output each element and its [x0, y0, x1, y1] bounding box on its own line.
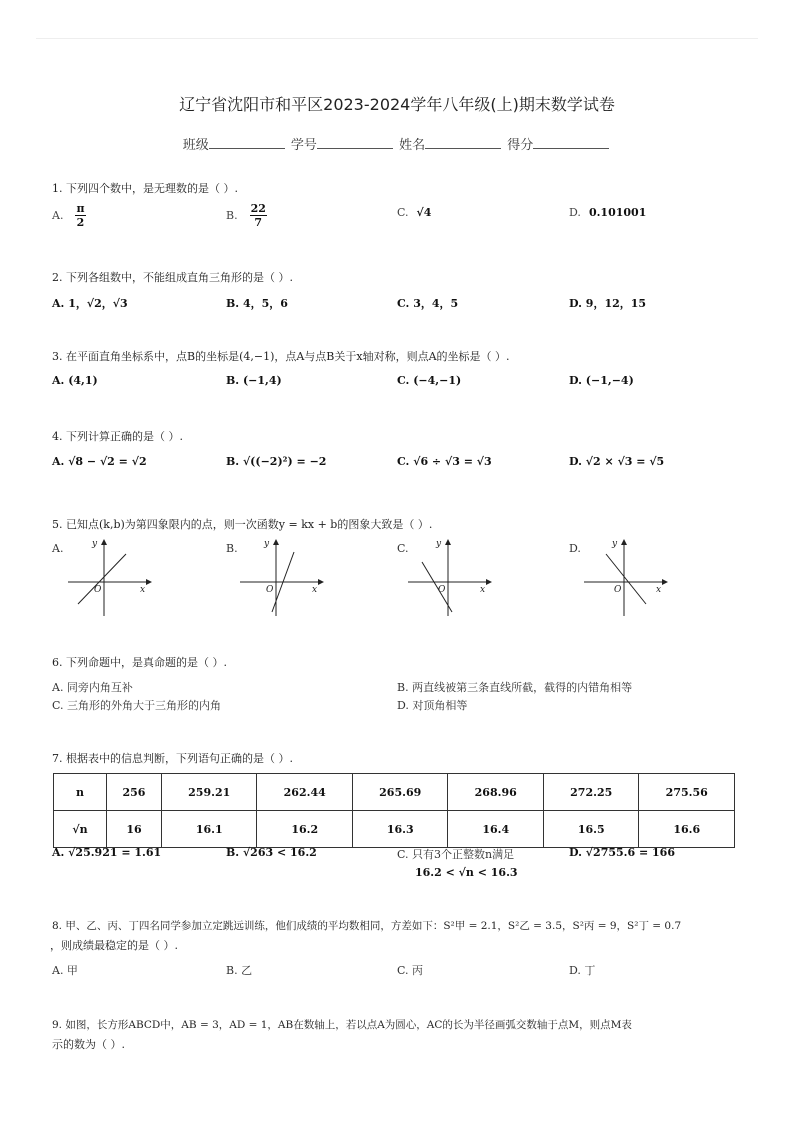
question-9-stem-cont: 示的数为（ ）.: [52, 1038, 125, 1051]
q5-graph-c[interactable]: [404, 536, 494, 618]
student-info-line: [0, 134, 794, 153]
table-cell: 265.69: [352, 774, 448, 811]
table-cell: 16.3: [352, 811, 448, 848]
table-cell: 256: [107, 774, 162, 811]
q4-option-b[interactable]: B. √((−2)²) = −2: [226, 455, 327, 468]
table-cell: 16: [107, 811, 162, 848]
q5-option-b[interactable]: B.: [226, 542, 238, 555]
q7-data-table: [53, 773, 735, 848]
q5-graph-b[interactable]: [236, 536, 326, 618]
table-cell: 272.25: [543, 774, 639, 811]
svg-text:y: y: [436, 539, 442, 549]
q1-option-d[interactable]: D. 0.101001: [569, 206, 647, 219]
question-2-stem: 2. 下列各组数中，不能组成直角三角形的是（ ）.: [52, 271, 293, 284]
q1-option-a[interactable]: A. $\frac{\pi}{2}$: [52, 202, 85, 229]
svg-text:y: y: [612, 539, 618, 549]
table-row: [54, 774, 735, 811]
q8-option-a[interactable]: A. 甲: [52, 964, 78, 977]
q6-option-c[interactable]: C. 三角形的外角大于三角形的内角: [52, 699, 222, 712]
q7-option-a[interactable]: A. √25.921 = 1.61: [52, 846, 162, 859]
q3-option-c[interactable]: C. (−4,−1): [397, 374, 462, 387]
class-label: 班级: [182, 138, 209, 153]
q5-graph-d[interactable]: [580, 536, 670, 618]
svg-text:y: y: [264, 539, 270, 549]
svg-text:y: y: [92, 539, 98, 549]
q6-option-b[interactable]: B. 两直线被第三条直线所截，截得的内错角相等: [397, 681, 633, 694]
table-head-sqrt-n: √n: [54, 811, 107, 848]
q8-option-c[interactable]: C. 丙: [397, 964, 424, 977]
q2-option-c[interactable]: C. 3，4，5: [397, 297, 459, 310]
table-cell: 275.56: [639, 774, 735, 811]
q1-a-fraction: $\frac{\pi}{2}$: [76, 202, 85, 229]
q6-option-a[interactable]: A. 同旁内角互补: [52, 681, 133, 694]
q5-a-line: [78, 554, 126, 604]
q1-option-c[interactable]: C. √4: [397, 206, 432, 219]
table-cell: 16.2: [257, 811, 353, 848]
q4-option-d[interactable]: D. √2 × √3 = √5: [569, 455, 665, 468]
table-row: [54, 811, 735, 848]
number-label: 学号: [290, 138, 317, 153]
question-9-stem: 9. 如图，长方形ABCD中，AB = 3，AD = 1，AB在数轴上，若以点A为圆心，AC的长为半径画弧交数轴于点M，则点M表: [52, 1019, 632, 1031]
q7-option-c[interactable]: C. 只有3个正整数n满足 16.2 < √n < 16.3: [397, 848, 518, 879]
svg-text:O: O: [94, 585, 102, 595]
q3-option-b[interactable]: B. (−1,4): [226, 374, 282, 387]
q2-option-b[interactable]: B. 4，5，6: [226, 297, 288, 310]
question-8-stem-cont: ，则成绩最稳定的是（ ）.: [50, 939, 178, 952]
question-1-stem: 1. 下列四个数中，是无理数的是（ ）.: [52, 182, 238, 195]
svg-text:x: x: [656, 585, 662, 595]
class-blank[interactable]: [209, 136, 285, 149]
table-cell: 262.44: [257, 774, 353, 811]
svg-text:O: O: [438, 585, 446, 595]
q8-option-d[interactable]: D. 丁: [569, 964, 596, 977]
svg-text:x: x: [140, 585, 146, 595]
question-4-stem: 4. 下列计算正确的是（ ）.: [52, 430, 183, 443]
q3-option-a[interactable]: A. (4,1): [52, 374, 98, 387]
svg-text:x: x: [312, 585, 318, 595]
q5-d-line: [606, 554, 646, 604]
table-cell: 268.96: [448, 774, 544, 811]
q5-option-d[interactable]: D.: [569, 542, 581, 555]
q5-graph-a[interactable]: [64, 536, 154, 618]
table-cell: 16.6: [639, 811, 735, 848]
q5-option-a[interactable]: A.: [52, 542, 64, 555]
q1-option-b[interactable]: B. $\frac{22}{7}$: [226, 202, 266, 229]
question-8-stem: 8. 甲、乙、丙、丁四名同学参加立定跳远训练，他们成绩的平均数相同，方差如下：S²甲 = 2.1，S²乙 = 3.5，S²丙 = 9，S²丁 = 0.7: [52, 920, 682, 932]
question-3-stem: 3. 在平面直角坐标系中，点B的坐标是(4,−1)，点A与点B关于x轴对称，则点A的坐标是（ ）.: [52, 350, 510, 363]
table-cell: 16.4: [448, 811, 544, 848]
question-5-stem: 5. 已知点(k,b)为第四象限内的点，则一次函数y = kx + b的图象大致是（ ）.: [52, 518, 433, 531]
q7-option-d[interactable]: D. √2755.6 = 166: [569, 846, 675, 859]
q1-b-fraction: $\frac{22}{7}$: [250, 202, 266, 229]
q5-option-c[interactable]: C.: [397, 542, 409, 555]
score-blank[interactable]: [533, 136, 609, 149]
q7-option-b[interactable]: B. √263 < 16.2: [226, 846, 317, 859]
table-cell: 16.1: [161, 811, 257, 848]
name-blank[interactable]: [425, 136, 501, 149]
q6-option-d[interactable]: D. 对顶角相等: [397, 699, 468, 712]
table-cell: 259.21: [161, 774, 257, 811]
name-label: 姓名: [399, 138, 426, 153]
svg-text:x: x: [480, 585, 486, 595]
score-label: 得分: [507, 138, 534, 153]
q2-option-d[interactable]: D. 9，12，15: [569, 297, 647, 310]
q4-option-c[interactable]: C. √6 ÷ √3 = √3: [397, 455, 492, 468]
question-7-stem: 7. 根据表中的信息判断，下列语句正确的是（ ）.: [52, 752, 293, 765]
q4-option-a[interactable]: A. √8 − √2 = √2: [52, 455, 147, 468]
q2-option-a[interactable]: A. 1，√2，√3: [52, 297, 128, 310]
svg-text:O: O: [266, 585, 274, 595]
question-6-stem: 6. 下列命题中，是真命题的是（ ）.: [52, 656, 227, 669]
exam-title: 辽宁省沈阳市和平区2023-2024学年八年级(上)期末数学试卷: [179, 95, 615, 114]
q8-option-b[interactable]: B. 乙: [226, 964, 253, 977]
q3-option-d[interactable]: D. (−1,−4): [569, 374, 634, 387]
table-head-n: n: [54, 774, 107, 811]
svg-text:O: O: [614, 585, 622, 595]
top-rule: [36, 38, 758, 39]
number-blank[interactable]: [317, 136, 393, 149]
table-cell: 16.5: [543, 811, 639, 848]
